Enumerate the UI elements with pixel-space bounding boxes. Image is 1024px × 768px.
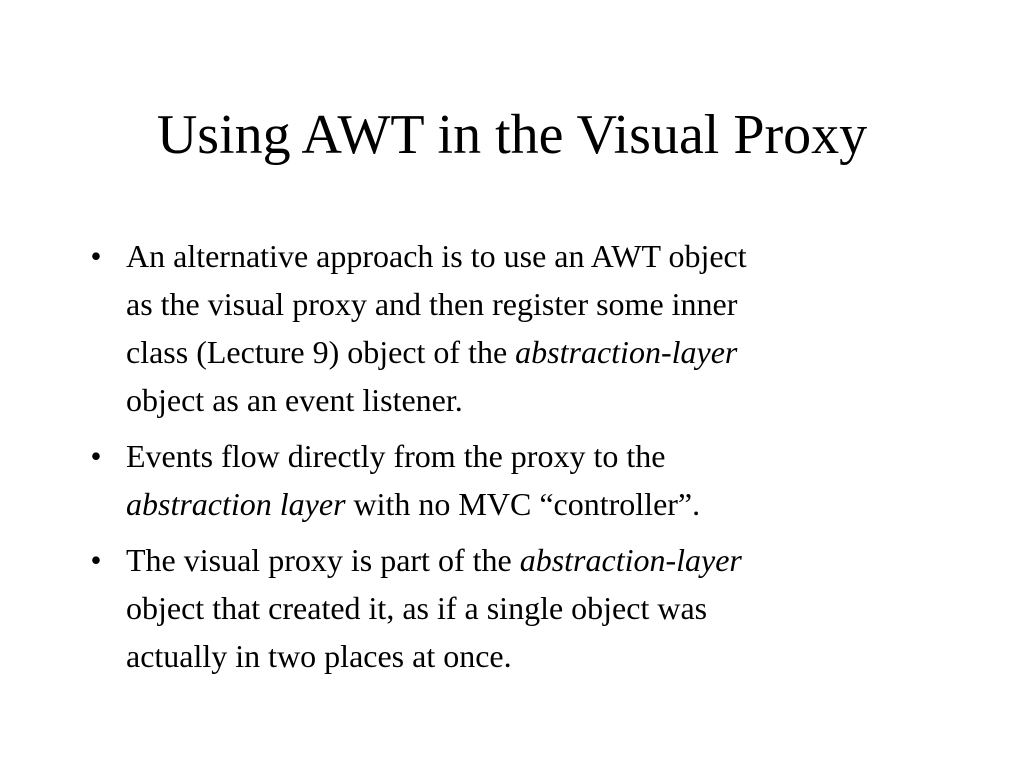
emphasis-text: abstraction-layer xyxy=(519,542,742,578)
bullet-line: The visual proxy is part of the abstraction-layer xyxy=(126,542,742,578)
slide-title: Using AWT in the Visual Proxy xyxy=(156,104,868,166)
bullet-item xyxy=(90,232,926,424)
bullet-line: as the visual proxy and then register some inner xyxy=(126,286,738,322)
bullet-line: abstraction layer with no MVC “controller”. xyxy=(126,486,701,522)
bullet-icon: • xyxy=(90,438,102,474)
bullet-line: class (Lecture 9) object of the abstraction-layer xyxy=(126,334,738,370)
bullet-icon: • xyxy=(90,238,102,274)
bullet-line: object that created it, as if a single object was xyxy=(126,590,708,626)
bullet-item xyxy=(90,432,926,528)
bullet-item xyxy=(90,536,926,680)
bullet-line: actually in two places at once. xyxy=(126,638,512,674)
emphasis-text: abstraction layer xyxy=(126,486,346,522)
bullet-line: An alternative approach is to use an AWT object xyxy=(126,238,747,274)
bullet-line: Events flow directly from the proxy to the xyxy=(126,438,666,474)
bullet-line: object as an event listener. xyxy=(126,382,463,418)
bullet-icon: • xyxy=(90,542,102,578)
emphasis-text: abstraction-layer xyxy=(515,334,738,370)
bullet-list xyxy=(90,232,926,688)
